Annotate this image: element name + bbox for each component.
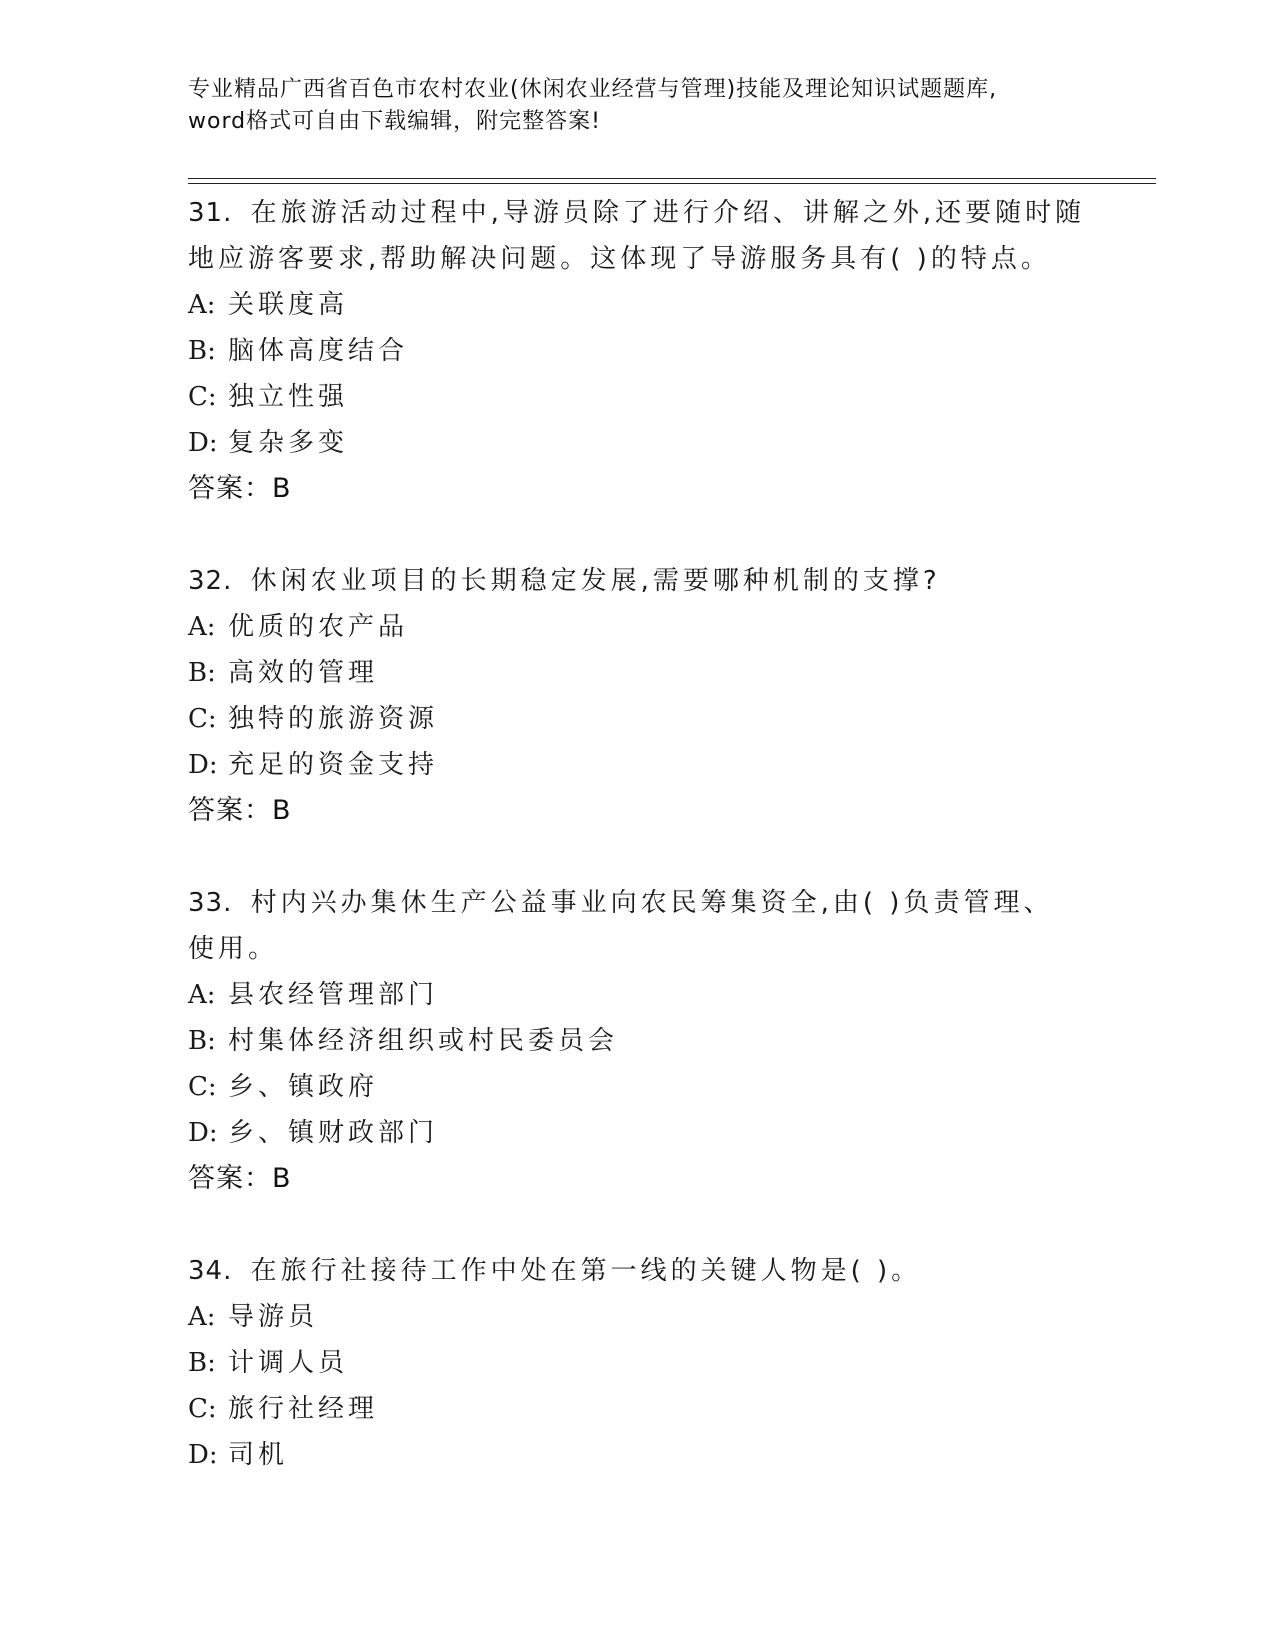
option-d	[188, 420, 1088, 466]
option-c	[188, 1064, 1088, 1110]
option-text: 独特的旅游资源	[228, 704, 439, 734]
answer-line: 答案：B	[188, 795, 292, 826]
question-31	[188, 190, 1088, 512]
option-letter: A:	[188, 1302, 216, 1332]
answer-line: 答案：B	[188, 1163, 292, 1194]
option-letter: B:	[188, 1026, 216, 1056]
option-c	[188, 374, 1088, 420]
option-text: 关联度高	[228, 290, 349, 320]
option-b	[188, 1340, 1088, 1386]
option-text: 导游员	[228, 1302, 319, 1332]
option-a	[188, 604, 1088, 650]
option-letter: D:	[188, 750, 218, 780]
header-divider-top	[188, 178, 1156, 179]
option-d	[188, 1432, 1088, 1478]
option-c	[188, 696, 1088, 742]
question-stem-line	[188, 558, 1088, 604]
option-text: 乡、镇政府	[228, 1072, 379, 1102]
option-a	[188, 282, 1088, 328]
answer-line: 答案：B	[188, 473, 292, 504]
option-text: 优质的农产品	[228, 612, 409, 642]
question-34	[188, 1248, 1088, 1478]
question-text: 村内兴办集休生产公益事业向农民筹集资全,由( )负责管理、	[250, 888, 1054, 918]
option-a	[188, 972, 1088, 1018]
question-32	[188, 558, 1088, 834]
option-text: 计调人员	[228, 1348, 349, 1378]
option-letter: C:	[188, 382, 217, 412]
option-letter: C:	[188, 1072, 217, 1102]
question-number: 32.	[188, 566, 233, 596]
question-text: 休闲农业项目的长期稳定发展,需要哪种机制的支撑?	[250, 566, 941, 596]
header-line-2: word格式可自由下载编辑，附完整答案!	[188, 109, 601, 134]
option-text: 充足的资金支持	[228, 750, 439, 780]
question-stem-line	[188, 880, 1088, 926]
question-stem-line	[188, 1248, 1088, 1294]
question-text: 在旅游活动过程中,导游员除了进行介绍、讲解之外,还要随时随	[250, 198, 1086, 228]
option-letter: B:	[188, 1348, 216, 1378]
option-text: 复杂多变	[228, 428, 349, 458]
question-number: 31.	[188, 198, 233, 228]
document-header	[188, 74, 1088, 138]
option-letter: A:	[188, 290, 216, 320]
option-letter: A:	[188, 980, 216, 1010]
option-letter: C:	[188, 1394, 217, 1424]
option-text: 脑体高度结合	[228, 336, 409, 366]
option-b	[188, 650, 1088, 696]
question-stem-line: 地应游客要求,帮助解决问题。这体现了导游服务具有( )的特点。	[188, 244, 1051, 274]
option-letter: B:	[188, 658, 216, 688]
question-stem-line: 使用。	[188, 934, 279, 964]
option-b	[188, 328, 1088, 374]
option-text: 独立性强	[228, 382, 349, 412]
header-divider-bottom	[188, 183, 1156, 184]
option-letter: A:	[188, 612, 216, 642]
option-text: 县农经管理部门	[228, 980, 439, 1010]
option-letter: D:	[188, 1440, 218, 1470]
question-stem-line	[188, 190, 1088, 236]
question-text: 在旅行社接待工作中处在第一线的关键人物是( )。	[250, 1256, 922, 1286]
option-text: 村集体经济组织或村民委员会	[228, 1026, 619, 1056]
option-c	[188, 1386, 1088, 1432]
question-33	[188, 880, 1088, 1202]
question-number: 34.	[188, 1256, 233, 1286]
option-d	[188, 1110, 1088, 1156]
option-letter: C:	[188, 704, 217, 734]
question-number: 33.	[188, 888, 233, 918]
option-text: 旅行社经理	[228, 1394, 379, 1424]
option-text: 乡、镇财政部门	[228, 1118, 439, 1148]
option-b	[188, 1018, 1088, 1064]
option-letter: D:	[188, 428, 218, 458]
question-list	[188, 190, 1088, 1524]
header-line-1: 专业精品广西省百色市农村农业(休闲农业经营与管理)技能及理论知识试题题库,	[188, 77, 998, 102]
option-a	[188, 1294, 1088, 1340]
option-letter: D:	[188, 1118, 218, 1148]
option-letter: B:	[188, 336, 216, 366]
option-text: 司机	[228, 1440, 289, 1470]
option-d	[188, 742, 1088, 788]
option-text: 高效的管理	[228, 658, 379, 688]
